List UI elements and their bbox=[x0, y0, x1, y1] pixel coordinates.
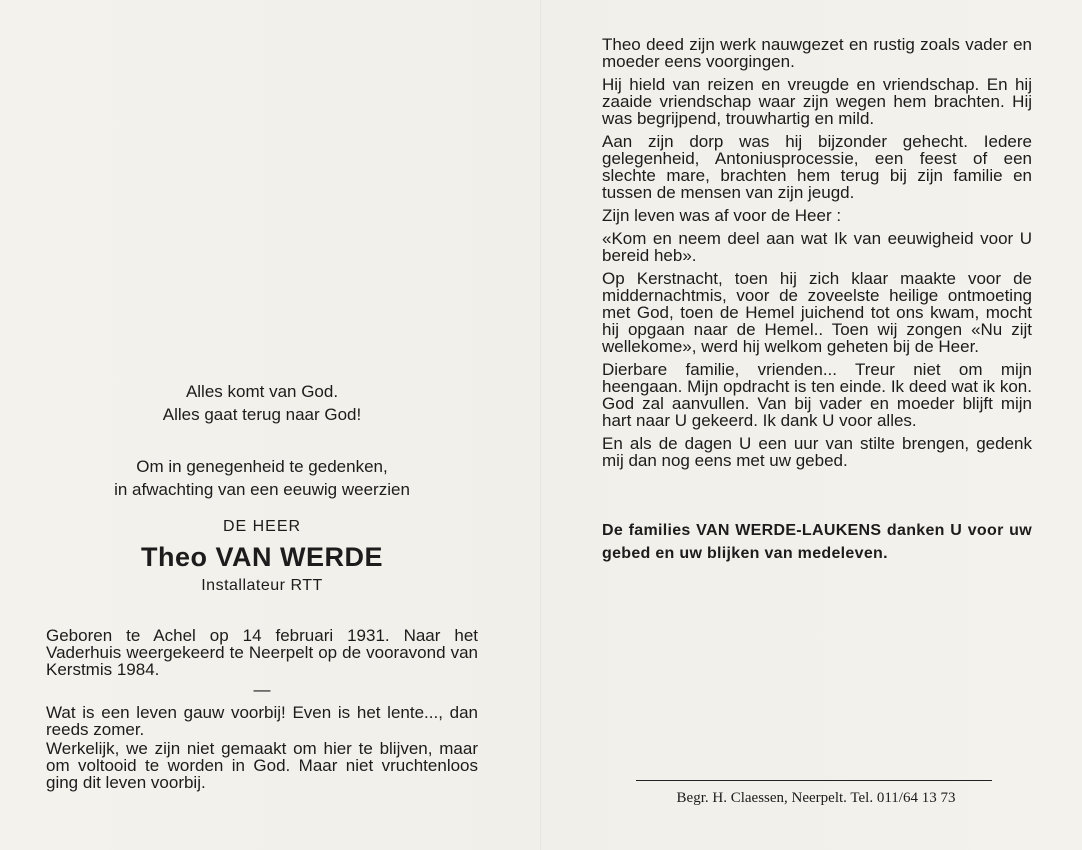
family-thanks: De families VAN WERDE-LAUKENS danken U voor uw gebed en uw blijken van medeleven. bbox=[602, 522, 1032, 562]
right-panel bbox=[602, 36, 1032, 581]
right-paragraph: Op Kerstnacht, toen hij zich klaar maakte voor de middernachtmis, voor de zoveelste heilige ontmoeting met God, toen de Hemel juichend tot ons kwam, mocht hij opgaan naar de Hemel.. Toen wij zongen «Nu zijt wellekome», werd hij welkom geheten bij de Heer. bbox=[602, 269, 1032, 356]
honorific: DE HEER bbox=[222, 518, 302, 535]
deceased-name: Theo VAN WERDE bbox=[141, 542, 383, 572]
life-paragraph-2: Werkelijk, we zijn niet gemaakt om hier te blijven, maar om voltooid te worden in God. Maar niet vruchtenloos ging dit leven voorbij. bbox=[46, 739, 478, 792]
birth-death-text: Geboren te Achel op 14 februari 1931. Naar het Vaderhuis weergekeerd te Neerpelt op de vooravond van Kerstmis 1984. bbox=[46, 626, 478, 679]
right-paragraph: En als de dagen U een uur van stilte brengen, gedenk mij dan nog eens met uw gebed. bbox=[602, 434, 1032, 470]
right-paragraph: Aan zijn dorp was hij bijzonder gehecht. Iedere gelegenheid, Antoniusprocessie, een feest of een slechte mare, brachten hem terug bij zijn familie en tussen de mensen van zijn jeugd. bbox=[602, 132, 1032, 202]
right-paragraph: Zijn leven was af voor de Heer : bbox=[602, 206, 842, 225]
card-fold bbox=[540, 0, 541, 850]
motto-line-2: Alles gaat terug naar God! bbox=[162, 405, 362, 424]
right-paragraph: Dierbare familie, vrienden... Treur niet om mijn heengaan. Mijn opdracht is ten einde. Ik deed wat ik kon. God zal aanvullen. Van bij vader en moeder blijft mijn hart naar U gekeerd. Ik dank U voor alles. bbox=[602, 360, 1032, 430]
motto-line-1: Alles komt van God. bbox=[185, 382, 339, 401]
printer-credit: Begr. H. Claessen, Neerpelt. Tel. 011/64 13 73 bbox=[676, 790, 956, 806]
right-paragraph: Hij hield van reizen en vreugde en vriendschap. En hij zaaide vriendschap waar zijn wegen hem brachten. Hij was begrijpend, trouwhartig en mild. bbox=[602, 75, 1032, 128]
life-paragraph-1: Wat is een leven gauw voorbij! Even is het lente..., dan reeds zomer. bbox=[46, 703, 478, 739]
divider-line bbox=[636, 780, 992, 781]
right-paragraph: «Kom en neem deel aan wat Ik van eeuwigheid voor U bereid heb». bbox=[602, 229, 1032, 265]
remember-line-2: in afwachting van een eeuwig weerzien bbox=[114, 480, 410, 499]
occupation: Installateur RTT bbox=[201, 577, 323, 594]
right-paragraph: Theo deed zijn werk nauwgezet en rustig zoals vader en moeder eens voorgingen. bbox=[602, 35, 1032, 71]
remember-line-1: Om in genegenheid te gedenken, bbox=[136, 457, 388, 476]
separator-dash: — bbox=[253, 680, 271, 699]
left-panel bbox=[46, 380, 478, 791]
remember-text bbox=[46, 455, 478, 501]
